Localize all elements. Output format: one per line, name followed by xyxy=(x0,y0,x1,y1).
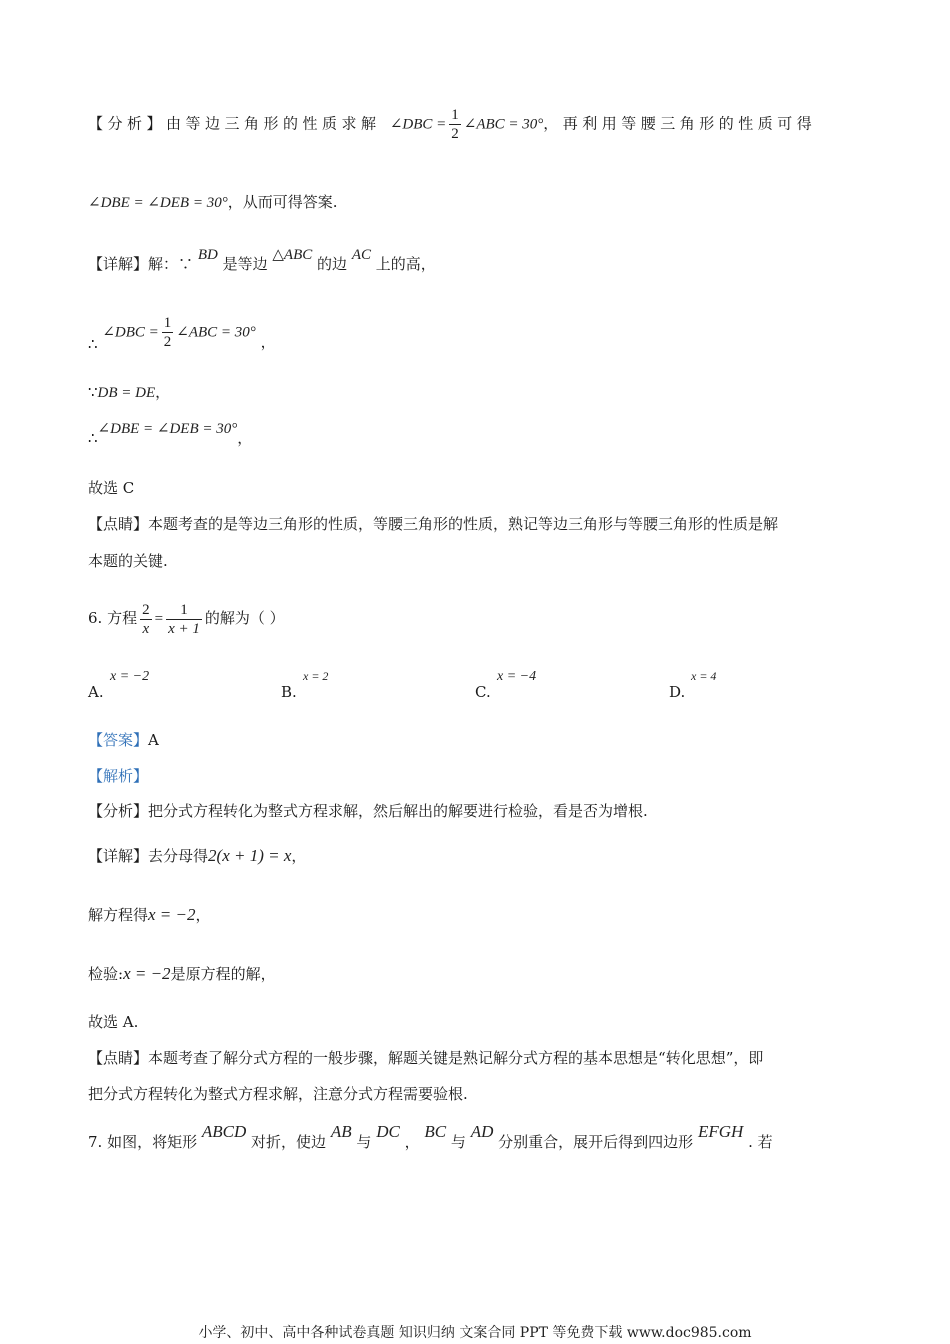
math-angle-equality: ∠DBE = ∠DEB = 30° xyxy=(97,421,238,437)
detail-5-line3 xyxy=(88,382,170,403)
answer-value: A xyxy=(148,731,159,749)
detail-text: 去分母得 xyxy=(148,847,209,865)
option-value: x = 2 xyxy=(303,669,329,683)
comment-label: 【点睛】 xyxy=(88,1049,149,1067)
math-bc: BC xyxy=(424,1122,447,1141)
fraction-half xyxy=(162,314,174,351)
comment-text: 本题考查的是等边三角形的性质，等腰三角形的性质，熟记等边三角形与等腰三角形的性质是解 xyxy=(148,515,779,533)
question-number: 7. 如图，将矩形 xyxy=(88,1133,198,1151)
comment-label: 【点睛】 xyxy=(88,515,149,533)
detail-6-line1 xyxy=(88,846,306,866)
analysis-label: 【分析】 xyxy=(88,802,149,820)
question-text: 分别重合，展开后得到四边形 xyxy=(498,1133,694,1151)
math-angle-equality: ∠DBE = ∠DEB = 30° xyxy=(88,195,228,211)
math-solution: x = −2 xyxy=(148,905,196,924)
math-ab: AB xyxy=(330,1122,352,1141)
option-value: x = −2 xyxy=(110,669,150,684)
therefore-symbol: ∴ xyxy=(88,334,98,353)
answer-label: 【答案】 xyxy=(88,731,149,749)
option-value: x = −4 xyxy=(497,669,537,684)
therefore-symbol: ∴ xyxy=(88,429,98,447)
detail-5-line1 xyxy=(88,247,436,275)
analysis-label: 【分析】 xyxy=(88,114,167,133)
comment-6-line1 xyxy=(88,1048,763,1068)
math-ac: AC xyxy=(351,247,372,263)
option-letter: A. xyxy=(88,683,104,701)
fraction-numerator: 2 xyxy=(142,601,150,618)
punctuation: ， xyxy=(291,847,307,865)
fraction-denominator: 2 xyxy=(451,126,459,142)
detail-label: 【详解】 xyxy=(88,255,149,273)
detail-5-line2 xyxy=(88,314,276,351)
question-suffix: 的解为（ ） xyxy=(204,609,285,627)
option-letter: C. xyxy=(475,683,491,701)
question-number: 6. 方程 xyxy=(88,609,138,627)
math-dc: DC xyxy=(376,1122,400,1141)
question-text: . 若 xyxy=(748,1133,773,1151)
math-equation: 2(x + 1) = x xyxy=(208,846,292,865)
punctuation: ， xyxy=(155,383,171,401)
fraction-denominator: x + 1 xyxy=(168,620,200,637)
detail-text: 的边 xyxy=(317,255,348,273)
comment-6-line2: 把分式方程转化为整式方程求解，注意分式方程需要验根. xyxy=(88,1085,468,1103)
detail-6-choice: 故选 A. xyxy=(88,1013,139,1031)
fraction-lhs xyxy=(140,601,152,638)
math-angle-abc: ∠ABC = 30° xyxy=(463,116,544,133)
fraction-numerator: 1 xyxy=(180,601,188,618)
answer-6 xyxy=(88,730,159,750)
detail-text: 检验: xyxy=(88,965,124,983)
question-text: 与 xyxy=(450,1133,466,1151)
math-angle-dbc: ∠DBC = xyxy=(102,324,159,341)
math-bd: BD xyxy=(197,247,218,263)
detail-5-line4 xyxy=(88,418,253,447)
analysis-6 xyxy=(88,801,648,821)
detail-text: 解方程得 xyxy=(88,906,149,924)
detail-6-line2 xyxy=(88,905,211,925)
math-ad: AD xyxy=(470,1122,494,1141)
detail-text: 是等边 xyxy=(222,255,268,273)
option-d[interactable] xyxy=(669,669,717,701)
punctuation: ， xyxy=(260,332,276,351)
fraction-numerator: 1 xyxy=(163,315,172,331)
analysis-5-line2 xyxy=(88,192,337,213)
punctuation: ， xyxy=(237,429,253,447)
detail-text: 上的高， xyxy=(375,255,436,273)
detail-6-line3 xyxy=(88,964,276,984)
parse-label: 【解析】 xyxy=(88,767,149,785)
fraction-denominator: 2 xyxy=(163,334,172,350)
comment-text: 本题考查了解分式方程的一般步骤，解题关键是熟记解分式方程的基本思想是“转化思想”，即 xyxy=(148,1049,764,1067)
question-text: 与 xyxy=(356,1133,372,1151)
question-text: 对折，使边 xyxy=(251,1133,327,1151)
analysis-text: 由等边三角形的性质求解 xyxy=(166,114,381,133)
option-c[interactable] xyxy=(475,669,537,701)
math-db-eq-de: DB = DE xyxy=(97,385,156,401)
fraction-numerator: 1 xyxy=(451,107,459,123)
because-symbol: ∵ xyxy=(88,383,98,401)
fraction-denominator: x xyxy=(140,619,152,638)
comment-5-line1 xyxy=(88,514,778,534)
math-solution: x = −2 xyxy=(123,964,171,983)
detail-lead: 解：∵ xyxy=(148,255,194,273)
option-letter: D. xyxy=(669,683,686,701)
math-angle-abc: ∠ABC = 30° xyxy=(176,324,256,341)
option-letter: B. xyxy=(281,683,297,701)
detail-text: 是原方程的解， xyxy=(170,965,276,983)
question-text: ， xyxy=(404,1133,420,1151)
math-abcd: ABCD xyxy=(201,1122,247,1141)
question-7-stem xyxy=(88,1122,773,1152)
analysis-text: 把分式方程转化为整式方程求解，然后解出的解要进行检验，看是否为增根. xyxy=(148,802,648,820)
page-footer: 小学、初中、高中各种试卷真题 知识归纳 文案合同 PPT 等免费下载 www.doc985.com xyxy=(198,1325,752,1341)
fraction-rhs xyxy=(166,601,202,638)
math-triangle-abc: △ABC xyxy=(272,247,313,263)
analysis-text-2: ，再利用等腰三角形的性质可得 xyxy=(543,114,817,133)
detail-label: 【详解】 xyxy=(88,847,149,865)
comment-5-line2: 本题的关键. xyxy=(88,552,168,570)
option-b[interactable] xyxy=(281,669,329,701)
question-6-stem xyxy=(88,598,285,639)
analysis-text-3: ，从而可得答案. xyxy=(227,193,338,211)
analysis-5-line1 xyxy=(88,106,816,143)
detail-5-choice: 故选 C xyxy=(88,479,135,497)
option-value: x = 4 xyxy=(691,669,717,683)
fraction-half xyxy=(449,106,461,143)
math-angle-dbc: ∠DBC = xyxy=(389,116,447,133)
math-efgh: EFGH xyxy=(697,1122,744,1141)
punctuation: ， xyxy=(195,906,211,924)
equals-sign: = xyxy=(154,611,164,627)
option-a[interactable] xyxy=(88,669,150,701)
